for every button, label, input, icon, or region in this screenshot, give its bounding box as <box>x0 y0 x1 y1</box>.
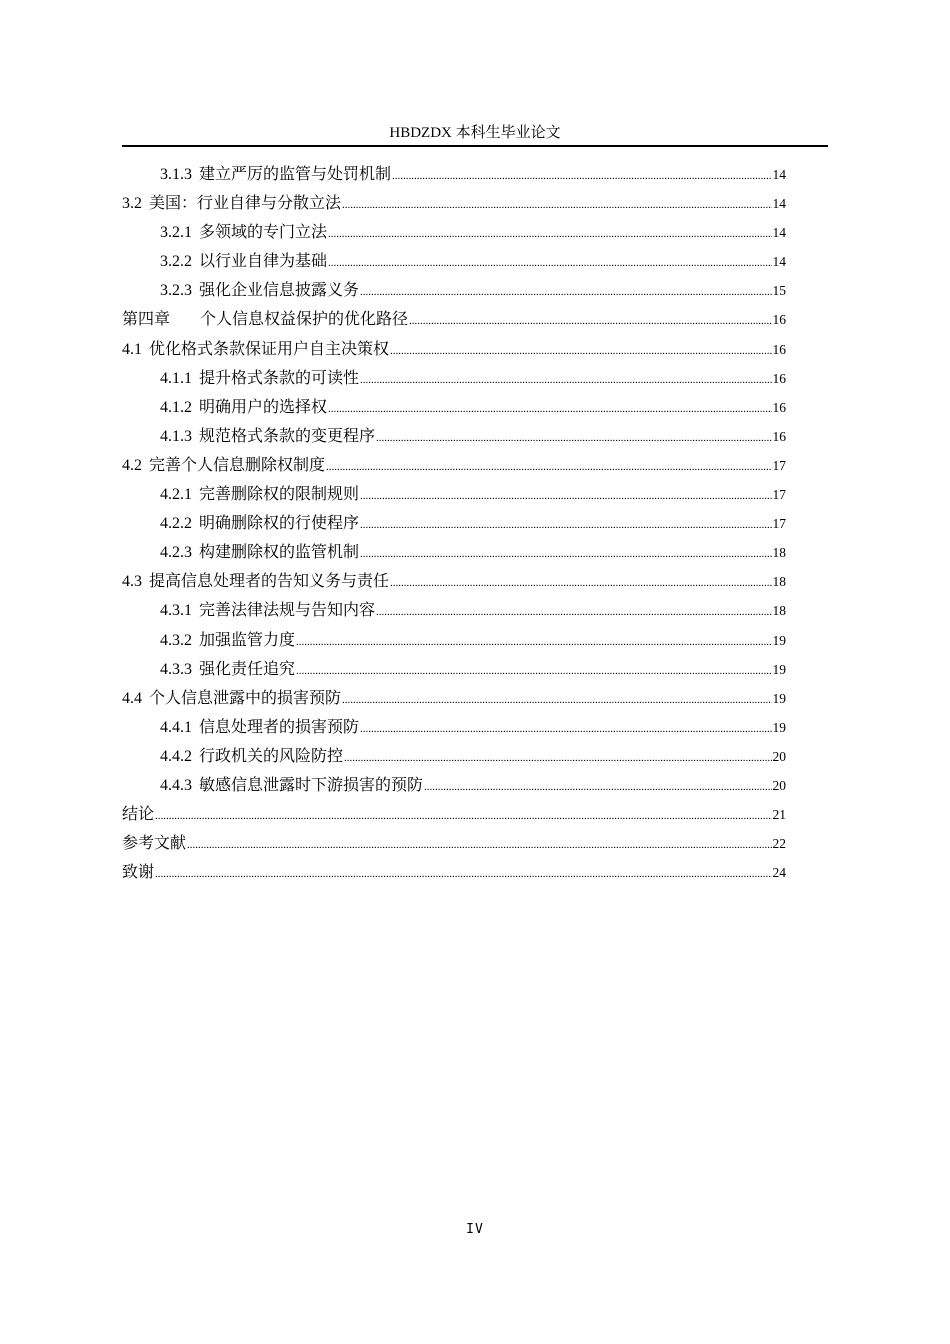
toc-dot-leader <box>187 831 771 860</box>
toc-entry[interactable] <box>122 713 786 742</box>
toc-entry-title: 完善个人信息删除权制度 <box>149 456 326 474</box>
toc-entry-title: 参考文献 <box>122 835 187 853</box>
toc-entry[interactable] <box>122 189 786 218</box>
toc-entry-title: 明确用户的选择权 <box>199 398 328 416</box>
toc-dot-leader <box>296 657 771 686</box>
toc-entry-number: 4.1 <box>122 340 142 358</box>
toc-entry-number: 3.1.3 <box>160 166 192 183</box>
toc-entry-title: 优化格式条款保证用户自主决策权 <box>149 340 390 358</box>
toc-entry-page: 14 <box>772 225 786 241</box>
toc-entry-number: 4.2 <box>122 456 142 474</box>
toc-entry-number: 4.4.2 <box>160 747 192 765</box>
toc-dot-leader <box>392 162 771 191</box>
toc-entry-page: 14 <box>772 167 786 182</box>
toc-entry-page: 22 <box>772 836 786 852</box>
toc-entry-page: 19 <box>772 690 786 706</box>
toc-entry-title: 完善法律法规与告知内容 <box>199 602 376 620</box>
toc-entry-title: 构建删除权的监管机制 <box>199 544 360 562</box>
toc-entry-number: 4.1.3 <box>160 427 192 445</box>
toc-entry[interactable] <box>122 771 786 800</box>
toc-entry-number: 4.3.1 <box>160 602 192 620</box>
toc-dot-leader <box>326 453 771 482</box>
toc-entry[interactable] <box>122 800 786 829</box>
toc-dot-leader <box>344 744 771 773</box>
toc-entry-page: 18 <box>772 545 786 561</box>
toc-entry-title: 敏感信息泄露时下游损害的预防 <box>199 776 424 794</box>
toc-entry-number: 4.3.2 <box>160 631 192 649</box>
toc-entry-title: 加强监管力度 <box>199 631 296 649</box>
toc-entry[interactable] <box>122 538 786 567</box>
toc-entry-number: 4.2.1 <box>160 486 192 504</box>
toc-entry-title: 提高信息处理者的告知义务与责任 <box>149 573 390 591</box>
toc-entry-page: 16 <box>772 341 786 357</box>
toc-entry[interactable] <box>122 626 786 655</box>
toc-entry-page: 16 <box>772 399 786 415</box>
toc-entry[interactable] <box>122 364 786 393</box>
toc-entry[interactable] <box>122 305 786 334</box>
toc-entry[interactable] <box>122 742 786 771</box>
toc-dot-leader <box>360 278 771 307</box>
toc-dot-leader <box>155 860 771 889</box>
header-rule <box>122 145 828 147</box>
toc-entry[interactable] <box>122 422 786 451</box>
toc-entry-title: 致谢 <box>122 864 155 882</box>
toc-entry[interactable] <box>122 480 786 509</box>
toc-entry-page: 16 <box>772 312 786 328</box>
toc-dot-leader <box>328 220 771 249</box>
toc-entry-title: 强化企业信息披露义务 <box>199 282 360 300</box>
toc-entry-title: 建立严厉的监管与处罚机制 <box>199 166 392 183</box>
toc-entry[interactable] <box>122 160 786 189</box>
toc-entry-title: 信息处理者的损害预防 <box>199 718 360 736</box>
toc-entry[interactable] <box>122 509 786 538</box>
toc-entry[interactable] <box>122 858 786 887</box>
toc-entry-page: 19 <box>772 632 786 648</box>
toc-entry-number: 4.2.2 <box>160 515 192 533</box>
toc-dot-leader <box>390 337 771 366</box>
toc-entry-title: 规范格式条款的变更程序 <box>199 427 376 445</box>
toc-entry-page: 18 <box>772 574 786 590</box>
toc-entry[interactable] <box>122 829 786 858</box>
toc-entry-number: 3.2 <box>122 195 142 213</box>
toc-dot-leader <box>342 191 771 220</box>
toc-entry[interactable] <box>122 655 786 684</box>
toc-entry-number: 4.1.1 <box>160 369 192 387</box>
toc-entry-title: 多领域的专门立法 <box>199 224 328 242</box>
toc-dot-leader <box>376 598 771 627</box>
toc-entry[interactable] <box>122 596 786 625</box>
toc-entry-page: 16 <box>772 428 786 444</box>
toc-entry-page: 19 <box>772 719 786 735</box>
toc-dot-leader <box>296 628 771 657</box>
toc-dot-leader <box>360 715 771 744</box>
toc-entry-number: 4.4.1 <box>160 718 192 736</box>
toc-dot-leader <box>376 424 771 453</box>
toc-entry-page: 17 <box>772 457 786 473</box>
toc-dot-leader <box>342 686 771 715</box>
toc-dot-leader <box>360 540 771 569</box>
toc-entry-page: 15 <box>772 283 786 299</box>
toc-dot-leader <box>360 511 771 540</box>
toc-entry-number: 4.3 <box>122 573 142 591</box>
toc-entry-number: 3.2.1 <box>160 224 192 242</box>
toc-entry-page: 17 <box>772 487 786 503</box>
toc-entry-number: 3.2.3 <box>160 282 192 300</box>
toc-dot-leader <box>328 395 771 424</box>
toc-entry[interactable] <box>122 276 786 305</box>
toc-entry-page: 24 <box>772 865 786 881</box>
toc-entry-number: 3.2.2 <box>160 253 192 271</box>
toc-entry-number: 4.4.3 <box>160 776 192 794</box>
toc-entry[interactable] <box>122 218 786 247</box>
toc-entry-page: 17 <box>772 516 786 532</box>
toc-entry-title: 完善删除权的限制规则 <box>199 486 360 504</box>
toc-entry-title: 个人信息泄露中的损害预防 <box>149 689 342 707</box>
toc-entry-title: 提升格式条款的可读性 <box>199 369 360 387</box>
toc-entry-title: 以行业自律为基础 <box>199 253 328 271</box>
toc-entry[interactable] <box>122 335 786 364</box>
toc-entry[interactable] <box>122 567 786 596</box>
toc-entry-page: 14 <box>772 196 786 212</box>
toc-entry-number: 4.4 <box>122 689 142 707</box>
toc-dot-leader <box>328 249 771 278</box>
toc-entry-page: 18 <box>772 603 786 619</box>
toc-entry-title: 结论 <box>122 806 155 824</box>
toc-entry-page: 16 <box>772 370 786 386</box>
toc-entry-page: 20 <box>772 777 786 793</box>
toc-dot-leader <box>360 366 771 395</box>
toc-entry-page: 14 <box>772 254 786 270</box>
toc-entry-page: 20 <box>772 748 786 764</box>
toc-entry-title: 美国：行业自律与分散立法 <box>149 195 342 213</box>
toc-dot-leader <box>390 569 771 598</box>
toc-dot-leader <box>424 773 771 802</box>
toc-entry-page: 21 <box>772 807 786 823</box>
toc-entry[interactable] <box>122 393 786 422</box>
toc-entry-number: 4.3.3 <box>160 660 192 678</box>
toc-entry-title: 行政机关的风险防控 <box>199 747 344 765</box>
toc-entry-title: 强化责任追究 <box>199 660 296 678</box>
toc-entry-page: 19 <box>772 661 786 677</box>
toc-dot-leader <box>155 802 771 831</box>
toc-entry-number: 第四章 <box>122 311 171 329</box>
table-of-contents <box>122 160 786 887</box>
page-header: HBDZDX 本科生毕业论文 <box>389 125 561 141</box>
toc-entry-title: 明确删除权的行使程序 <box>199 515 360 533</box>
toc-entry[interactable] <box>122 451 786 480</box>
toc-dot-leader <box>409 307 771 336</box>
toc-entry-number: 4.2.3 <box>160 544 192 562</box>
page-number: IV <box>466 1222 484 1237</box>
toc-entry-title: 个人信息权益保护的优化路径 <box>200 311 409 329</box>
toc-dot-leader <box>360 482 771 511</box>
toc-entry[interactable] <box>122 684 786 713</box>
toc-entry-number: 4.1.2 <box>160 398 192 416</box>
toc-entry[interactable] <box>122 247 786 276</box>
